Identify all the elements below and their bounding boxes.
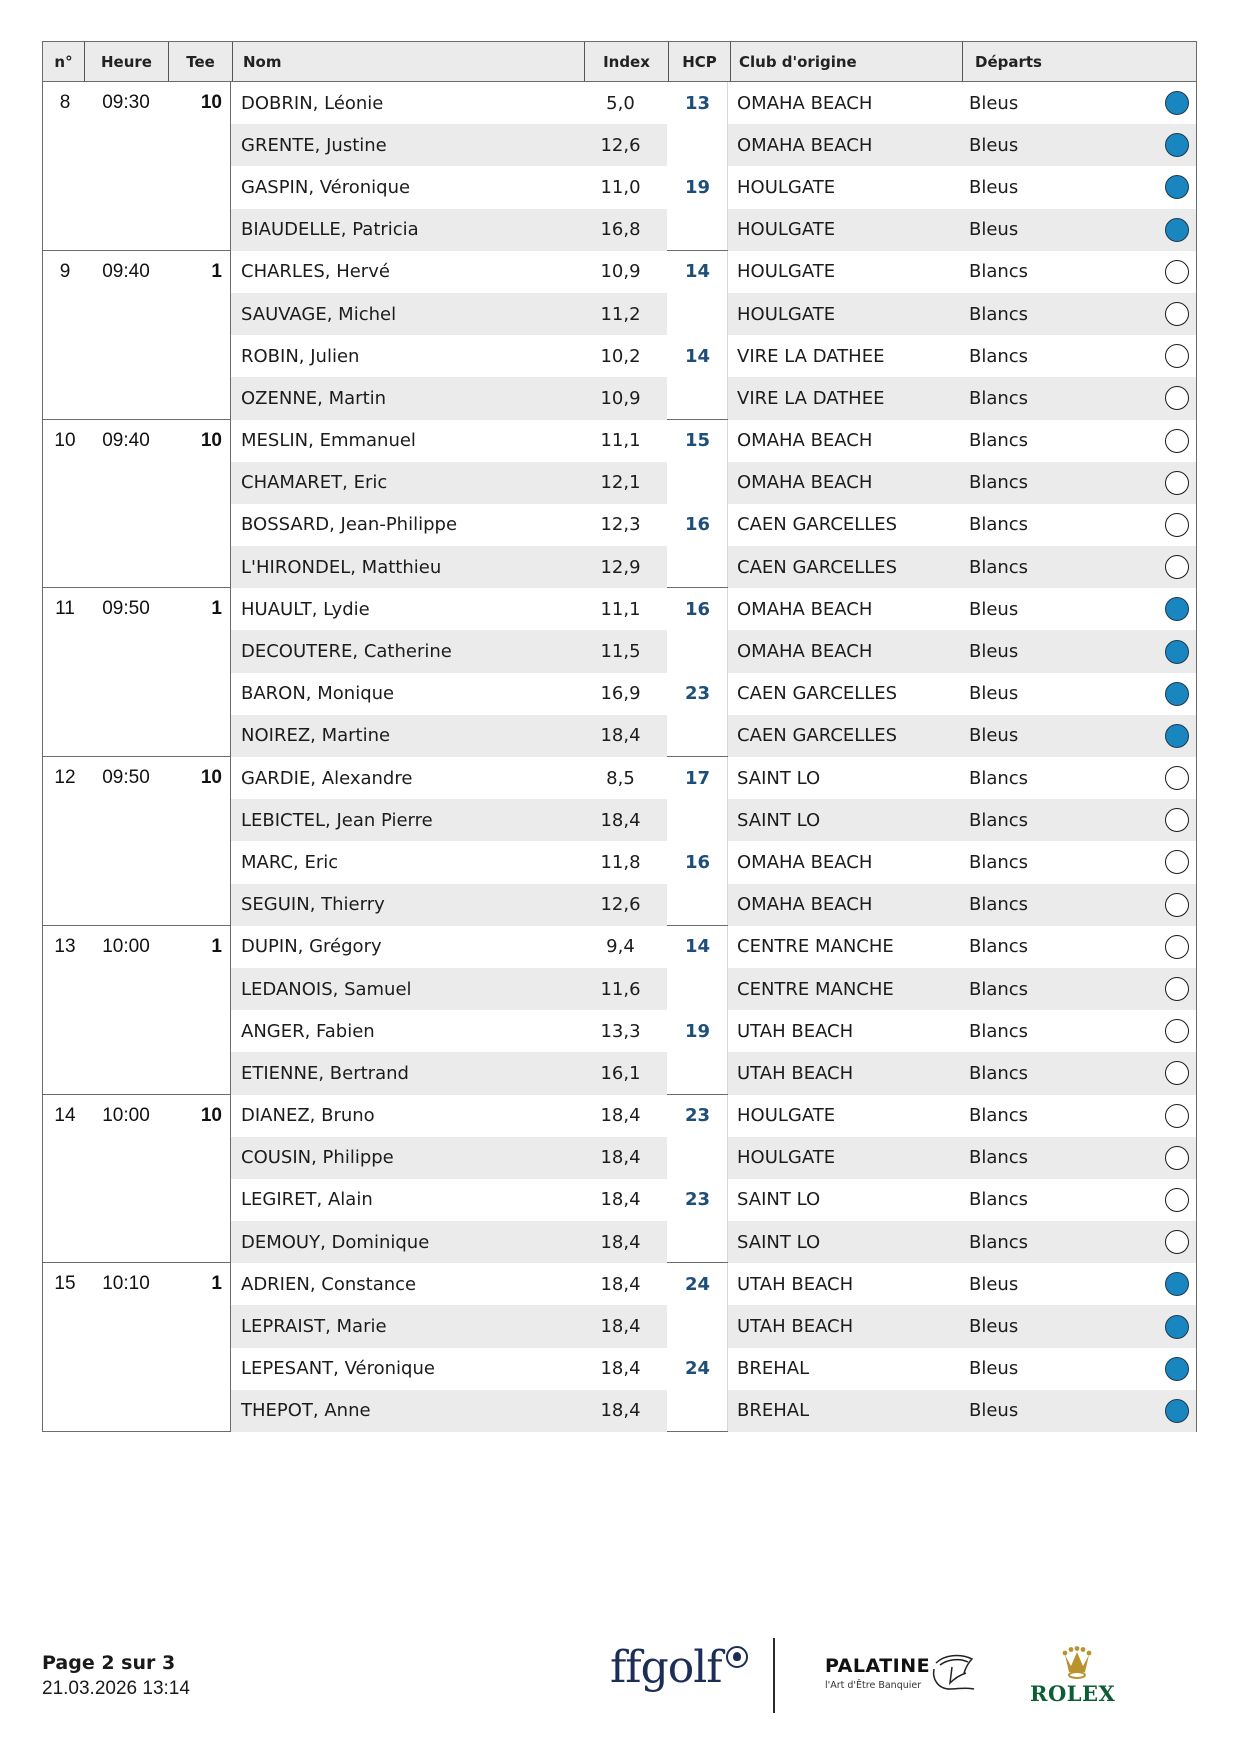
player-index: 11,1 bbox=[600, 598, 641, 620]
player-index: 8,5 bbox=[606, 767, 635, 789]
player-name: GARDIE, Alexandre bbox=[241, 767, 413, 789]
table-row bbox=[231, 673, 1196, 715]
player-index: 18,4 bbox=[600, 1273, 641, 1295]
white-dot-icon bbox=[1165, 260, 1189, 284]
player-departs: Blancs bbox=[969, 1105, 1029, 1127]
tee-times-table bbox=[42, 41, 1197, 1432]
group-info bbox=[43, 926, 231, 1094]
player-club: CAEN GARCELLES bbox=[737, 683, 898, 705]
group-tee: 1 bbox=[211, 260, 222, 282]
player-name: BARON, Monique bbox=[241, 683, 395, 705]
table-row bbox=[231, 1305, 1196, 1347]
group-number: 12 bbox=[54, 767, 76, 788]
player-index: 13,3 bbox=[600, 1020, 641, 1042]
team-hcp bbox=[667, 1221, 728, 1263]
white-dot-icon bbox=[1165, 1104, 1189, 1128]
player-name: ROBIN, Julien bbox=[241, 345, 360, 367]
player-name: ETIENNE, Bertrand bbox=[241, 1062, 409, 1084]
player-club: OMAHA BEACH bbox=[737, 851, 873, 873]
player-club: HOULGATE bbox=[737, 1147, 836, 1169]
team-hcp: 19 bbox=[684, 176, 711, 198]
player-name: ANGER, Fabien bbox=[241, 1020, 375, 1042]
group-info bbox=[43, 251, 231, 419]
player-name: BOSSARD, Jean-Philippe bbox=[241, 514, 458, 536]
team-hcp bbox=[667, 1305, 728, 1347]
player-club: CAEN GARCELLES bbox=[737, 514, 898, 536]
player-index: 12,3 bbox=[600, 514, 641, 536]
player-departs: Blancs bbox=[969, 978, 1029, 1000]
player-name: GASPIN, Véronique bbox=[241, 176, 411, 198]
team-hcp: 16 bbox=[684, 598, 711, 620]
player-index: 11,8 bbox=[600, 851, 641, 873]
player-index: 18,4 bbox=[600, 1105, 641, 1127]
player-departs: Blancs bbox=[969, 767, 1029, 789]
player-name: DOBRIN, Léonie bbox=[241, 92, 384, 114]
table-row bbox=[231, 546, 1196, 588]
player-club: CAEN GARCELLES bbox=[737, 556, 898, 578]
player-index: 18,4 bbox=[600, 1316, 641, 1338]
player-name: LEGIRET, Alain bbox=[241, 1189, 373, 1211]
white-dot-icon bbox=[1165, 1230, 1189, 1254]
player-name: COUSIN, Philippe bbox=[241, 1147, 394, 1169]
group-tee: 10 bbox=[200, 767, 222, 788]
player-name: MARC, Eric bbox=[241, 851, 339, 873]
group-time: 09:50 bbox=[102, 767, 150, 788]
player-departs: Blancs bbox=[969, 936, 1029, 958]
white-dot-icon bbox=[1165, 935, 1189, 959]
player-departs: Bleus bbox=[969, 219, 1019, 241]
team-hcp: 24 bbox=[684, 1273, 711, 1295]
blue-dot-icon bbox=[1165, 682, 1189, 706]
blue-dot-icon bbox=[1165, 1315, 1189, 1339]
player-name: SEGUIN, Thierry bbox=[241, 894, 385, 916]
white-dot-icon bbox=[1165, 429, 1189, 453]
group-tee: 10 bbox=[200, 1104, 222, 1126]
team-hcp: 14 bbox=[684, 261, 711, 283]
team-hcp bbox=[667, 884, 728, 926]
player-name: OZENNE, Martin bbox=[241, 387, 387, 409]
rolex-crown-icon bbox=[1062, 1646, 1092, 1680]
player-departs: Blancs bbox=[969, 851, 1029, 873]
group-info bbox=[43, 420, 231, 588]
table-row bbox=[231, 82, 1196, 124]
player-index: 18,4 bbox=[600, 1147, 641, 1169]
group-tee: 1 bbox=[211, 1273, 222, 1295]
table-row bbox=[231, 124, 1196, 166]
player-index: 12,9 bbox=[600, 556, 641, 578]
player-departs: Bleus bbox=[969, 641, 1019, 663]
team-hcp bbox=[667, 968, 728, 1010]
player-club: UTAH BEACH bbox=[737, 1062, 854, 1084]
team-hcp: 16 bbox=[684, 851, 711, 873]
player-club: HOULGATE bbox=[737, 219, 836, 241]
player-departs: Bleus bbox=[969, 176, 1019, 198]
player-departs: Blancs bbox=[969, 1231, 1029, 1253]
table-row bbox=[231, 166, 1196, 208]
group-number: 13 bbox=[54, 935, 76, 957]
player-club: OMAHA BEACH bbox=[737, 92, 873, 114]
player-index: 12,6 bbox=[600, 894, 641, 916]
player-index: 18,4 bbox=[600, 809, 641, 831]
group-number: 10 bbox=[54, 429, 76, 451]
team-hcp bbox=[667, 799, 728, 841]
group-info bbox=[43, 1095, 231, 1263]
team-hcp: 16 bbox=[684, 514, 711, 536]
player-departs: Blancs bbox=[969, 1147, 1029, 1169]
flight-group bbox=[42, 1263, 1197, 1432]
player-departs: Blancs bbox=[969, 1062, 1029, 1084]
player-index: 5,0 bbox=[606, 92, 635, 114]
player-departs: Blancs bbox=[969, 894, 1029, 916]
white-dot-icon bbox=[1165, 1146, 1189, 1170]
table-row bbox=[231, 209, 1196, 251]
player-club: OMAHA BEACH bbox=[737, 472, 873, 494]
player-index: 16,8 bbox=[600, 219, 641, 241]
header-tee: Tee bbox=[168, 42, 232, 81]
group-info bbox=[43, 757, 231, 925]
player-club: UTAH BEACH bbox=[737, 1316, 854, 1338]
player-index: 9,4 bbox=[606, 936, 635, 958]
blue-dot-icon bbox=[1165, 218, 1189, 242]
player-name: BIAUDELLE, Patricia bbox=[241, 219, 419, 241]
table-row bbox=[231, 1390, 1196, 1432]
white-dot-icon bbox=[1165, 513, 1189, 537]
header-nom: Nom bbox=[232, 42, 584, 81]
team-hcp: 24 bbox=[684, 1358, 711, 1380]
player-departs: Blancs bbox=[969, 345, 1029, 367]
player-club: SAINT LO bbox=[737, 767, 821, 789]
rooster-icon bbox=[726, 1646, 748, 1668]
player-club: CAEN GARCELLES bbox=[737, 725, 898, 747]
table-row bbox=[231, 1052, 1196, 1094]
player-departs: Bleus bbox=[969, 134, 1019, 156]
player-index: 11,6 bbox=[600, 978, 641, 1000]
table-row bbox=[231, 757, 1196, 799]
group-time: 09:40 bbox=[102, 429, 150, 451]
group-number: 14 bbox=[54, 1104, 76, 1126]
group-info bbox=[43, 82, 231, 250]
table-row bbox=[231, 420, 1196, 462]
flight-group bbox=[42, 926, 1197, 1095]
blue-dot-icon bbox=[1165, 1399, 1189, 1423]
palatine-logo: PALATINE bbox=[825, 1655, 931, 1677]
player-club: OMAHA BEACH bbox=[737, 641, 873, 663]
team-hcp: 14 bbox=[684, 936, 711, 958]
group-number: 8 bbox=[59, 92, 71, 113]
player-index: 16,1 bbox=[600, 1062, 641, 1084]
player-index: 18,4 bbox=[600, 1400, 641, 1422]
player-name: DUPIN, Grégory bbox=[241, 936, 382, 958]
group-time: 10:10 bbox=[102, 1273, 150, 1295]
flight-group bbox=[42, 1095, 1197, 1264]
player-departs: Bleus bbox=[969, 598, 1019, 620]
player-club: BREHAL bbox=[737, 1358, 810, 1380]
white-dot-icon bbox=[1165, 766, 1189, 790]
player-club: VIRE LA DATHEE bbox=[737, 345, 885, 367]
flight-group bbox=[42, 757, 1197, 926]
player-club: BREHAL bbox=[737, 1400, 810, 1422]
header-index: Index bbox=[584, 42, 668, 81]
white-dot-icon bbox=[1165, 555, 1189, 579]
table-row bbox=[231, 1010, 1196, 1052]
player-index: 11,1 bbox=[600, 430, 641, 452]
palatine-tagline: l'Art d'Être Banquier bbox=[825, 1680, 922, 1691]
player-club: OMAHA BEACH bbox=[737, 894, 873, 916]
player-index: 18,4 bbox=[600, 725, 641, 747]
player-name: DEMOUY, Dominique bbox=[241, 1231, 430, 1253]
print-date: 21.03.2026 13:14 bbox=[42, 1678, 190, 1699]
team-hcp bbox=[667, 1137, 728, 1179]
player-index: 18,4 bbox=[600, 1189, 641, 1211]
team-hcp: 23 bbox=[684, 1105, 711, 1127]
player-club: HOULGATE bbox=[737, 1105, 836, 1127]
player-index: 12,1 bbox=[600, 472, 641, 494]
table-row bbox=[231, 293, 1196, 335]
player-name: CHARLES, Hervé bbox=[241, 261, 390, 283]
blue-dot-icon bbox=[1165, 91, 1189, 115]
team-hcp: 13 bbox=[684, 92, 711, 114]
player-name: L'HIRONDEL, Matthieu bbox=[241, 556, 442, 578]
flight-group bbox=[42, 251, 1197, 420]
table-row bbox=[231, 841, 1196, 883]
player-name: THEPOT, Anne bbox=[241, 1400, 371, 1422]
table-row bbox=[231, 799, 1196, 841]
header-hcp: HCP bbox=[668, 42, 730, 81]
player-index: 18,4 bbox=[600, 1358, 641, 1380]
player-index: 10,9 bbox=[600, 387, 641, 409]
ffgolf-logo-text: ffgolf bbox=[610, 1642, 722, 1693]
player-name: LEDANOIS, Samuel bbox=[241, 978, 412, 1000]
player-departs: Blancs bbox=[969, 387, 1029, 409]
table-row bbox=[231, 504, 1196, 546]
player-club: SAINT LO bbox=[737, 809, 821, 831]
group-time: 10:00 bbox=[102, 1104, 150, 1126]
group-info bbox=[43, 588, 231, 756]
player-club: HOULGATE bbox=[737, 176, 836, 198]
logo-divider bbox=[773, 1638, 775, 1713]
team-hcp bbox=[667, 462, 728, 504]
player-departs: Blancs bbox=[969, 556, 1029, 578]
white-dot-icon bbox=[1165, 977, 1189, 1001]
group-info bbox=[43, 1263, 231, 1431]
player-index: 10,2 bbox=[600, 345, 641, 367]
table-row bbox=[231, 1137, 1196, 1179]
white-dot-icon bbox=[1165, 471, 1189, 495]
player-name: LEPRAIST, Marie bbox=[241, 1316, 387, 1338]
player-departs: Bleus bbox=[969, 683, 1019, 705]
player-departs: Blancs bbox=[969, 1020, 1029, 1042]
player-name: LEBICTEL, Jean Pierre bbox=[241, 809, 433, 831]
player-club: OMAHA BEACH bbox=[737, 430, 873, 452]
team-hcp bbox=[667, 124, 728, 166]
table-row bbox=[231, 1221, 1196, 1263]
flight-group bbox=[42, 82, 1197, 251]
player-index: 18,4 bbox=[600, 1231, 641, 1253]
team-hcp: 17 bbox=[684, 767, 711, 789]
team-hcp bbox=[667, 546, 728, 588]
table-row bbox=[231, 630, 1196, 672]
player-departs: Bleus bbox=[969, 1316, 1019, 1338]
group-tee: 1 bbox=[211, 935, 222, 957]
horse-head-icon bbox=[930, 1653, 976, 1693]
team-hcp bbox=[667, 1390, 728, 1432]
table-row bbox=[231, 1179, 1196, 1221]
blue-dot-icon bbox=[1165, 724, 1189, 748]
player-departs: Bleus bbox=[969, 1400, 1019, 1422]
table-row bbox=[231, 1263, 1196, 1305]
rolex-logo: ROLEX bbox=[1030, 1681, 1116, 1706]
player-departs: Blancs bbox=[969, 303, 1029, 325]
table-header bbox=[42, 41, 1197, 82]
page-number: Page 2 sur 3 bbox=[42, 1652, 176, 1674]
ffgolf-logo bbox=[610, 1642, 722, 1693]
player-name: MESLIN, Emmanuel bbox=[241, 430, 416, 452]
team-hcp: 15 bbox=[684, 430, 711, 452]
team-hcp bbox=[667, 715, 728, 757]
player-name: ADRIEN, Constance bbox=[241, 1273, 417, 1295]
group-time: 09:30 bbox=[102, 92, 150, 113]
player-departs: Bleus bbox=[969, 1273, 1019, 1295]
player-name: NOIREZ, Martine bbox=[241, 725, 391, 747]
white-dot-icon bbox=[1165, 302, 1189, 326]
player-club: HOULGATE bbox=[737, 261, 836, 283]
header-club: Club d'origine bbox=[730, 42, 962, 81]
player-name: LEPESANT, Véronique bbox=[241, 1358, 435, 1380]
group-number: 11 bbox=[55, 598, 75, 620]
team-hcp: 23 bbox=[684, 1189, 711, 1211]
white-dot-icon bbox=[1165, 893, 1189, 917]
player-departs: Bleus bbox=[969, 725, 1019, 747]
player-name: SAUVAGE, Michel bbox=[241, 303, 397, 325]
player-club: UTAH BEACH bbox=[737, 1273, 854, 1295]
player-club: HOULGATE bbox=[737, 303, 836, 325]
player-departs: Blancs bbox=[969, 809, 1029, 831]
header-departs: Départs bbox=[962, 42, 1195, 81]
table-row bbox=[231, 884, 1196, 926]
blue-dot-icon bbox=[1165, 1357, 1189, 1381]
table-row bbox=[231, 1348, 1196, 1390]
table-row bbox=[231, 926, 1196, 968]
player-index: 16,9 bbox=[600, 683, 641, 705]
table-row bbox=[231, 462, 1196, 504]
group-time: 09:50 bbox=[102, 598, 150, 620]
player-club: CENTRE MANCHE bbox=[737, 936, 894, 958]
player-departs: Blancs bbox=[969, 430, 1029, 452]
group-time: 10:00 bbox=[102, 935, 150, 957]
group-tee: 10 bbox=[200, 92, 222, 113]
team-hcp bbox=[667, 630, 728, 672]
table-row bbox=[231, 1095, 1196, 1137]
player-departs: Bleus bbox=[969, 1358, 1019, 1380]
player-club: UTAH BEACH bbox=[737, 1020, 854, 1042]
blue-dot-icon bbox=[1165, 640, 1189, 664]
team-hcp bbox=[667, 1052, 728, 1094]
header-num: n° bbox=[54, 52, 73, 71]
table-row bbox=[231, 251, 1196, 293]
player-name: DECOUTERE, Catherine bbox=[241, 641, 452, 663]
player-departs: Bleus bbox=[969, 92, 1019, 114]
table-row bbox=[231, 588, 1196, 630]
player-departs: Blancs bbox=[969, 261, 1029, 283]
group-tee: 10 bbox=[200, 429, 222, 451]
header-heure: Heure bbox=[84, 42, 168, 81]
flight-group bbox=[42, 588, 1197, 757]
player-departs: Blancs bbox=[969, 1189, 1029, 1211]
player-club: VIRE LA DATHEE bbox=[737, 387, 885, 409]
table-row bbox=[231, 335, 1196, 377]
player-index: 11,5 bbox=[600, 641, 641, 663]
table-row bbox=[231, 377, 1196, 419]
player-club: OMAHA BEACH bbox=[737, 134, 873, 156]
team-hcp bbox=[667, 293, 728, 335]
player-name: GRENTE, Justine bbox=[241, 134, 387, 156]
table-row bbox=[231, 715, 1196, 757]
group-number: 9 bbox=[59, 260, 71, 282]
group-number: 15 bbox=[54, 1273, 76, 1295]
team-hcp: 14 bbox=[684, 345, 711, 367]
player-name: CHAMARET, Eric bbox=[241, 472, 388, 494]
group-time: 09:40 bbox=[102, 260, 150, 282]
player-index: 11,0 bbox=[600, 176, 641, 198]
player-club: CENTRE MANCHE bbox=[737, 978, 894, 1000]
player-club: SAINT LO bbox=[737, 1189, 821, 1211]
team-hcp bbox=[667, 377, 728, 419]
player-index: 10,9 bbox=[600, 261, 641, 283]
team-hcp: 19 bbox=[684, 1020, 711, 1042]
player-name: HUAULT, Lydie bbox=[241, 598, 370, 620]
table-row bbox=[231, 968, 1196, 1010]
player-index: 11,2 bbox=[600, 303, 641, 325]
player-name: DIANEZ, Bruno bbox=[241, 1105, 375, 1127]
player-departs: Blancs bbox=[969, 514, 1029, 536]
team-hcp: 23 bbox=[684, 683, 711, 705]
group-tee: 1 bbox=[211, 598, 222, 620]
player-departs: Blancs bbox=[969, 472, 1029, 494]
player-club: OMAHA BEACH bbox=[737, 598, 873, 620]
player-index: 12,6 bbox=[600, 134, 641, 156]
team-hcp bbox=[667, 209, 728, 251]
flight-group bbox=[42, 420, 1197, 589]
player-club: SAINT LO bbox=[737, 1231, 821, 1253]
white-dot-icon bbox=[1165, 1188, 1189, 1212]
